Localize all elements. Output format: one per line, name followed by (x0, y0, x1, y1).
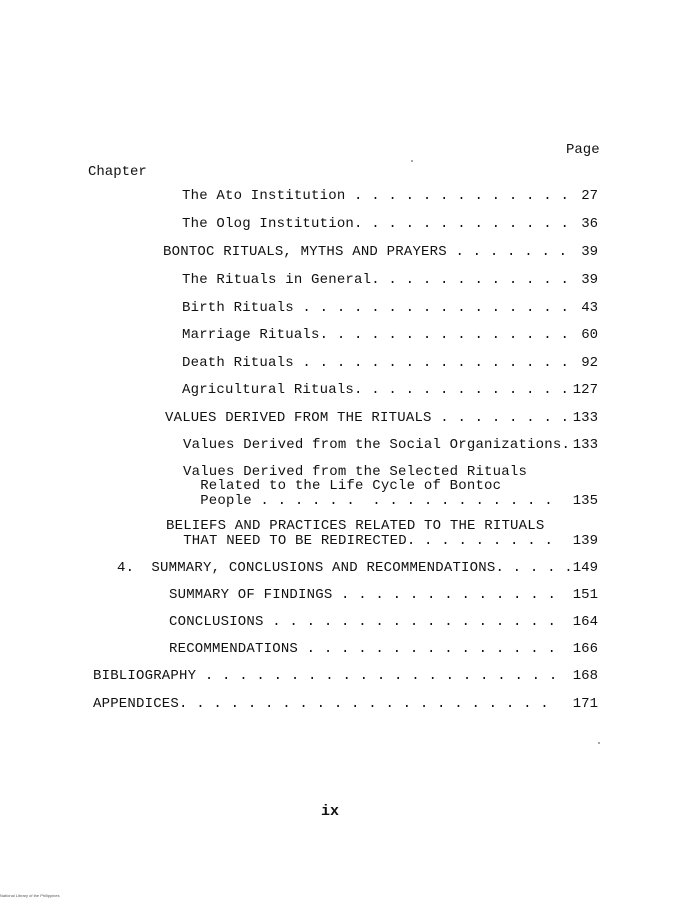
toc-entry-page: 127 (572, 382, 598, 398)
toc-entry-page: 164 (572, 614, 598, 630)
chapter-column-label: Chapter (88, 164, 147, 180)
scan-speck (598, 742, 600, 744)
toc-entry-title: The Olog Institution. . . . . . . . . . . . . (182, 216, 570, 232)
toc-entry-page: 92 (581, 355, 598, 371)
toc-entry-page: 139 (572, 533, 598, 549)
toc-entry (93, 696, 549, 728)
toc-entry-title: Agricultural Rituals. . . . . . . . . . . . . (182, 382, 570, 398)
toc-entry-title-line: People . . . . . . . . . . . . . . . . . (183, 493, 553, 509)
toc-entry-title-line: BELIEFS AND PRACTICES RELATED TO THE RITUALS (166, 518, 545, 534)
toc-entry-title: APPENDICES. . . . . . . . . . . . . . . . . . . . . . (93, 696, 549, 712)
toc-entry-page: 151 (572, 587, 598, 603)
page-number: ix (321, 803, 340, 820)
toc-entry-page: 133 (572, 437, 598, 453)
toc-entry-title: VALUES DERIVED FROM THE RITUALS . . . . . . . . (165, 410, 570, 426)
page-column-label: Page (566, 142, 600, 158)
toc-entry (117, 560, 573, 592)
toc-entry-title-line: Values Derived from the Selected Rituals (183, 464, 528, 480)
toc-entry-page: 60 (581, 327, 598, 343)
toc-entry-page: 166 (572, 641, 598, 657)
toc-entry-page: 168 (572, 668, 598, 684)
toc-entry-title: BIBLIOGRAPHY . . . . . . . . . . . . . . . . . . . . . (93, 668, 558, 684)
toc-entry-page: 36 (581, 216, 598, 232)
toc-entry (165, 410, 570, 442)
scan-footer-note: National Library of the Philippines (0, 893, 60, 898)
toc-entry (166, 518, 554, 566)
toc-entry-title: The Ato Institution . . . . . . . . . . . . . (182, 188, 570, 204)
toc-entry-title: RECOMMENDATIONS . . . . . . . . . . . . . . . (169, 641, 557, 657)
toc-entry-title: SUMMARY OF FINDINGS . . . . . . . . . . . . . (169, 587, 557, 603)
toc-entry-title: Death Rituals . . . . . . . . . . . . . . . . (182, 355, 570, 371)
scan-speck (411, 160, 413, 162)
toc-entry-page: 39 (581, 244, 598, 260)
toc-entry-title-line: THAT NEED TO BE REDIRECTED. . . . . . . . . (166, 533, 554, 549)
toc-entry-page: 43 (581, 300, 598, 316)
toc-entry-page: 149 (572, 560, 598, 576)
toc-entry-page: 133 (572, 410, 598, 426)
toc-entry-title: BONTOC RITUALS, MYTHS AND PRAYERS . . . . . . . (163, 244, 568, 260)
toc-entry (163, 244, 568, 276)
toc-entry-title: 4. SUMMARY, CONCLUSIONS AND RECOMMENDATIONS. . . . . (117, 560, 573, 576)
toc-entry-page: 27 (581, 188, 598, 204)
toc-entry-page: 171 (572, 696, 598, 712)
toc-entry-title: CONCLUSIONS . . . . . . . . . . . . . . . . . (169, 614, 557, 630)
toc-entry-title: Marriage Rituals. . . . . . . . . . . . . . . (182, 327, 570, 343)
toc-entry-title-line: Related to the Life Cycle of Bontoc (183, 478, 502, 494)
toc-entry-page: 39 (581, 272, 598, 288)
toc-entry-title: Values Derived from the Social Organizations. (183, 437, 571, 453)
toc-entry-page: 135 (572, 493, 598, 509)
toc-entry-title: The Rituals in General. . . . . . . . . . . . (182, 272, 570, 288)
toc-entry-title: Birth Rituals . . . . . . . . . . . . . . . . (182, 300, 570, 316)
